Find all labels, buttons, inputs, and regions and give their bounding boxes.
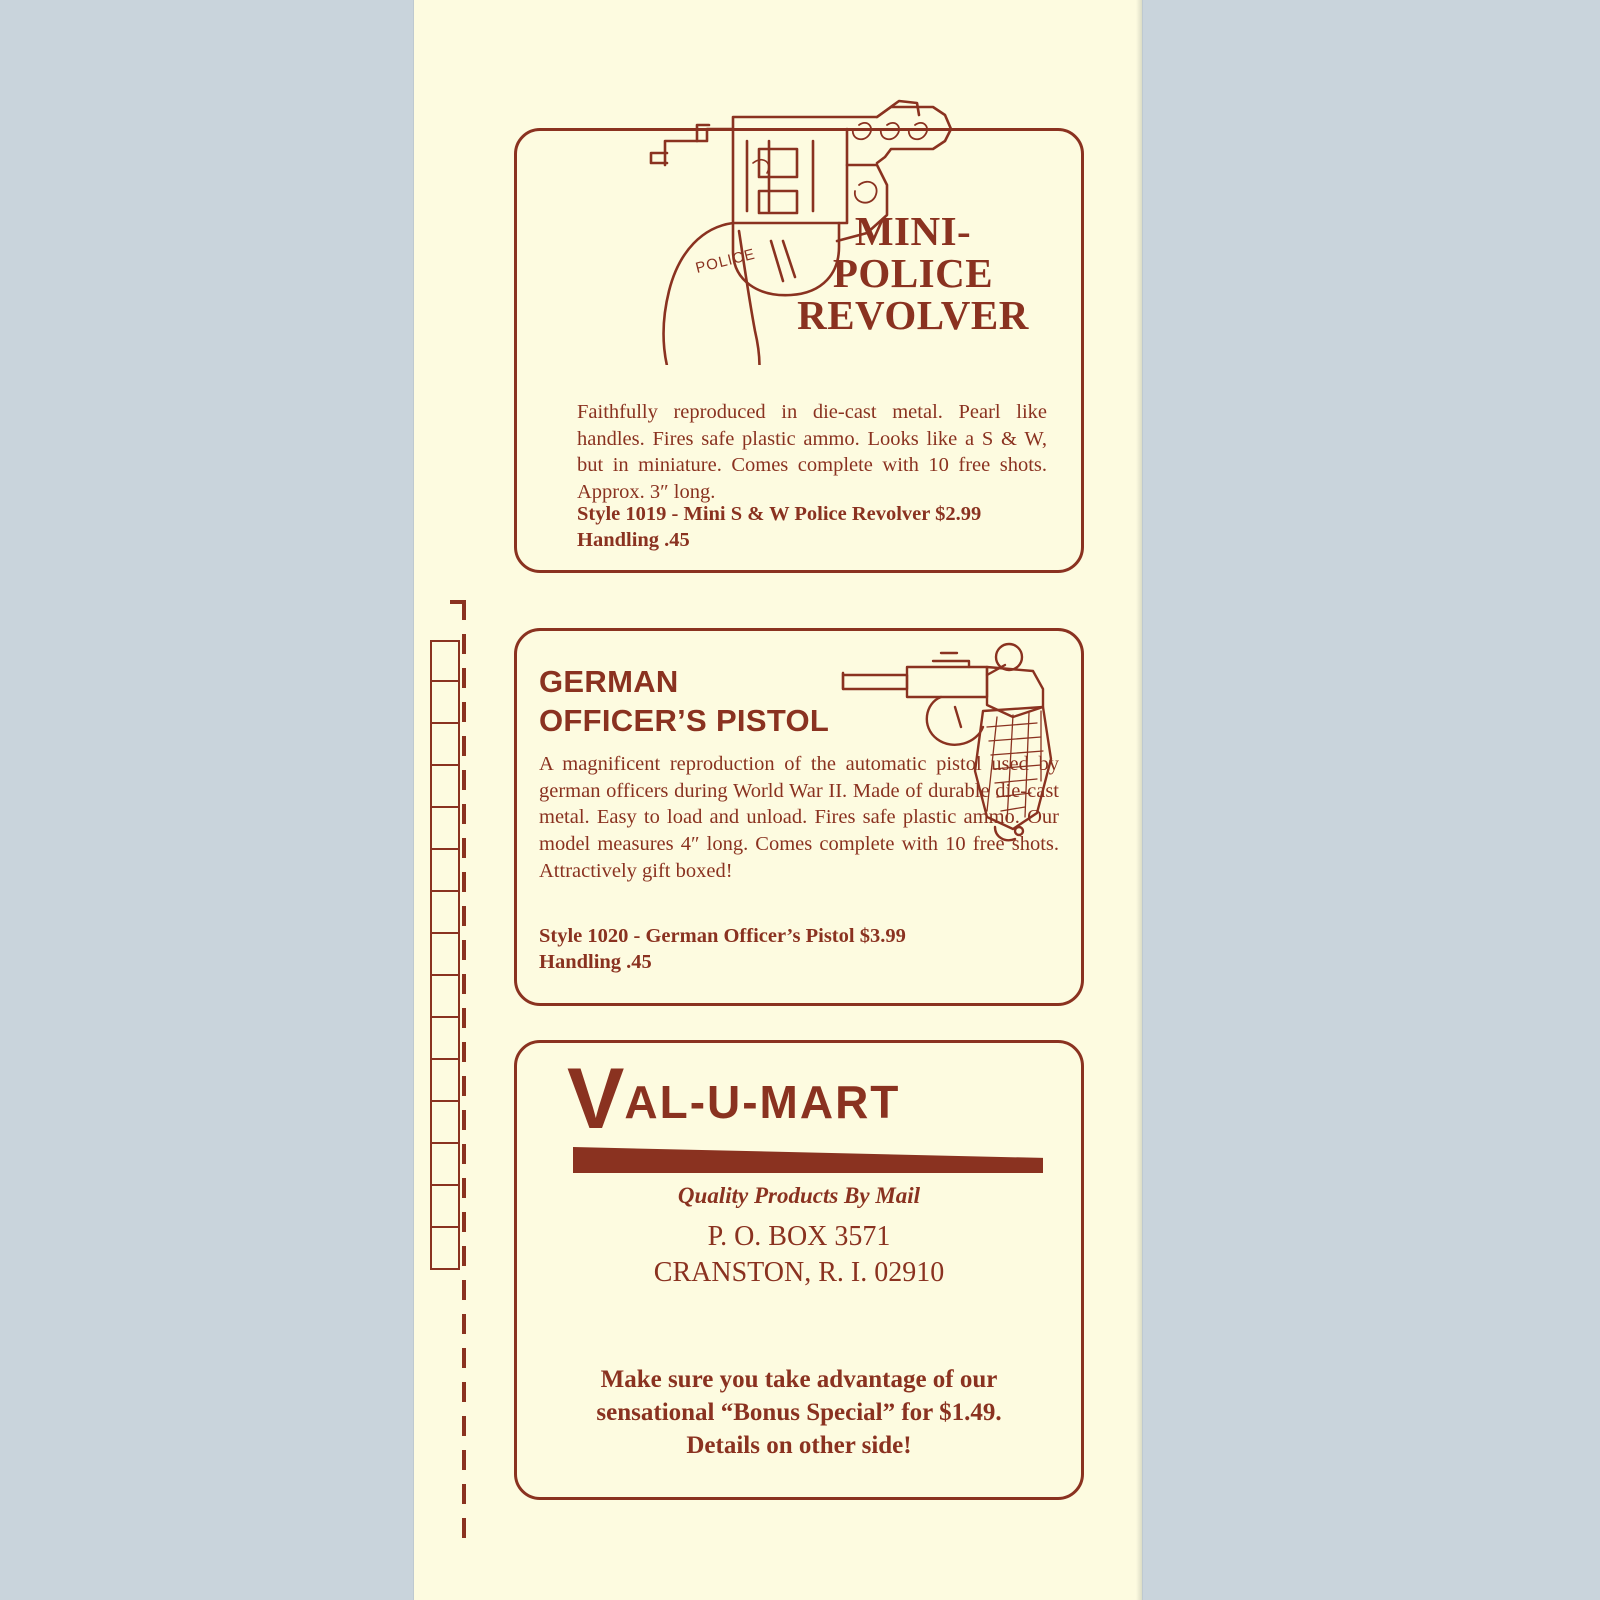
logo-rest: AL-U-MART (624, 1076, 901, 1128)
coupon-ladder (430, 640, 460, 1270)
bonus-line-3: Details on other side! (686, 1432, 912, 1459)
bonus-line-1: Make sure you take advantage of our (600, 1366, 998, 1393)
coupon-ladder-rung (430, 1060, 460, 1102)
coupon-ladder-rung (430, 682, 460, 724)
perforation-dash (462, 1042, 466, 1062)
product-panel-revolver (514, 128, 1084, 573)
coupon-ladder-rung (430, 892, 460, 934)
revolver-description: Faithfully reproduced in die-cast metal. Pearl like handles. Fires safe plastic ammo. Looks like a S & W, but in miniature. Comes complete with 10 free shots. Approx. 3″ long. (577, 401, 1047, 503)
revolver-heading-line1: MINI- (854, 208, 972, 254)
perforation-dash (462, 906, 466, 926)
revolver-heading (773, 208, 1053, 338)
perforation-dash (462, 1484, 466, 1504)
coupon-ladder-rung (430, 1186, 460, 1228)
coupon-ladder-rung (430, 976, 460, 1018)
perforation-dash (462, 668, 466, 688)
perforation-dash (462, 1450, 466, 1470)
coupon-ladder-rung (430, 766, 460, 808)
coupon-ladder-rung (430, 850, 460, 892)
perforation-dash (462, 1008, 466, 1028)
perforation-dash (462, 838, 466, 858)
revolver-style-line: Style 1019 - Mini S & W Police Revolver $2.99 (577, 503, 982, 525)
perforation-line (462, 600, 464, 1530)
coupon-ladder-rung (430, 724, 460, 766)
perforation-dash (462, 1212, 466, 1232)
company-tagline: Quality Products By Mail (677, 1183, 921, 1208)
coupon-ladder-rung (430, 934, 460, 976)
logo-initial: V (567, 1051, 625, 1147)
perforation-dash (462, 1314, 466, 1334)
company-panel (514, 1040, 1084, 1500)
perforation-dash (462, 1280, 466, 1300)
coupon-ladder-rung (430, 808, 460, 850)
address-line-1: P. O. BOX 3571 (707, 1221, 891, 1252)
address-line-2: CRANSTON, R. I. 02910 (653, 1256, 945, 1288)
revolver-heading-line3: REVOLVER (797, 291, 1029, 338)
luger-style-line: Style 1020 - German Officer’s Pistol $3.99 (539, 925, 906, 947)
perforation-dash (462, 1144, 466, 1164)
perforation-dash (462, 974, 466, 994)
perforation-dash (462, 872, 466, 892)
perforation-dash (462, 770, 466, 790)
company-address (517, 1219, 1081, 1291)
coupon-ladder-rung (430, 640, 460, 682)
luger-heading-line1: GERMAN (539, 664, 679, 699)
revolver-heading-line2: POLICE (832, 249, 994, 296)
perforation-dash (462, 1110, 466, 1130)
revolver-order-info (577, 501, 1067, 553)
perforation-dash (462, 804, 466, 824)
val-u-mart-logo (567, 1051, 901, 1147)
revolver-handling-line: Handling .45 (577, 529, 690, 552)
perforation-dash (462, 1178, 466, 1198)
perforation-dash (462, 702, 466, 722)
bonus-special-note (537, 1363, 1061, 1462)
perforation-dash (462, 634, 466, 654)
product-panel-luger (514, 628, 1084, 1006)
bonus-line-2: sensational “Bonus Special” for $1.49. (596, 1399, 1002, 1426)
perforation-dash (462, 1518, 466, 1538)
logo-wedge-rule (573, 1147, 1043, 1173)
luger-order-info (539, 923, 1059, 975)
luger-handling-line: Handling .45 (539, 951, 652, 974)
luger-heading-line2: OFFICER’S PISTOL (539, 702, 830, 738)
perforation-dash (462, 1382, 466, 1402)
page-edge-shadow (1136, 0, 1142, 1600)
perforation-dash (462, 1076, 466, 1096)
perforation-dash (462, 1416, 466, 1436)
svg-text:POLICE: POLICE (693, 245, 758, 277)
flyer-sheet (414, 0, 1142, 1600)
luger-description: A magnificent reproduction of the automatic pistol used by german officers during World War II. Made of durable die-cast metal. Easy to load and unload. Fires safe plastic ammo. Our model measures 4″ long. Comes complete with 10 free shots. Attractively gift boxed! (539, 753, 1059, 882)
perforation-dash (462, 600, 466, 620)
coupon-ladder-rung (430, 1018, 460, 1060)
coupon-ladder-rung (430, 1102, 460, 1144)
perforation-dash (462, 940, 466, 960)
coupon-ladder-rung (430, 1228, 460, 1270)
perforation-dash (462, 1246, 466, 1266)
perforation-dash (462, 1348, 466, 1368)
perforation-dash (462, 736, 466, 756)
luger-heading (539, 663, 829, 741)
coupon-ladder-rung (430, 1144, 460, 1186)
